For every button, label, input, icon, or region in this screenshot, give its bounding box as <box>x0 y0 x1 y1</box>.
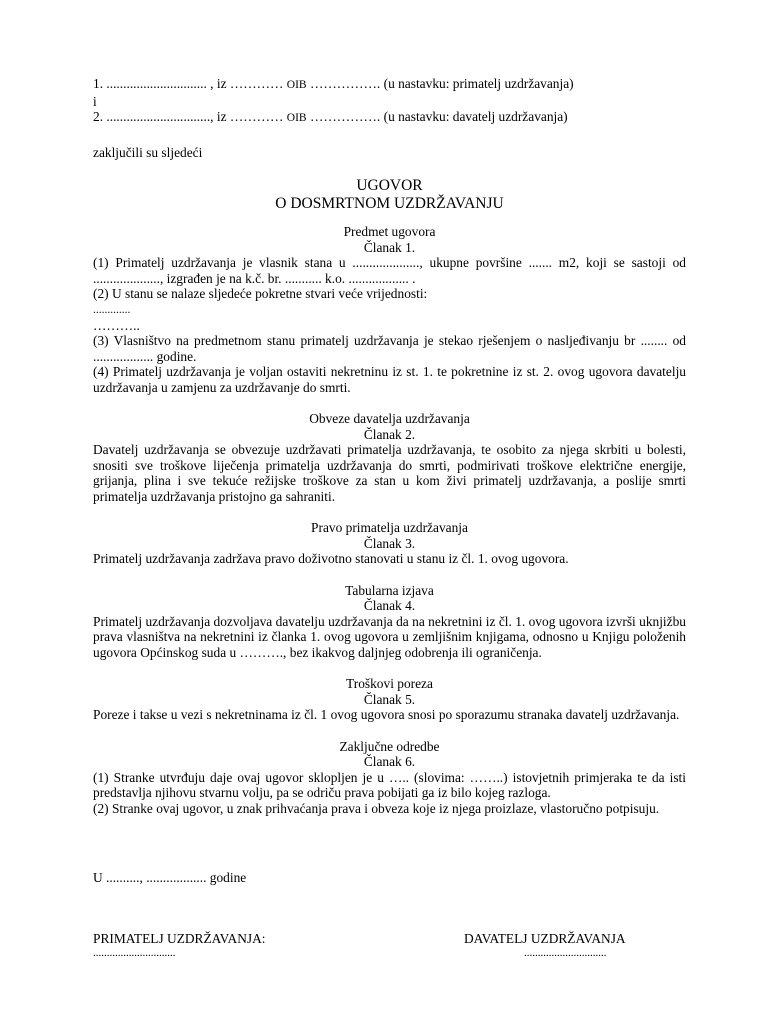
signature-block-provider <box>464 931 626 959</box>
paragraph: (2) Stranke ovaj ugovor, u znak prihvaćanja prava i obveza koje iz njega proizlaze, vlastoručno potpisuju. <box>93 800 660 816</box>
section-heading: Tabularna izjava <box>345 582 434 598</box>
article-number: Članak 4. <box>363 598 416 613</box>
title-line-2: O DOSMRTNOM UZDRŽAVANJU <box>275 195 504 212</box>
section-heading: Obveze davatelja uzdržavanja <box>309 411 470 426</box>
paragraph: Poreze i takse u vezi s nekretninama iz čl. 1 ovog ugovora snosi po sporazumu stranaka davatelj uzdržavanja. <box>93 707 680 722</box>
paragraph: (4) Primatelj uzdržavanja je voljan ostaviti nekretninu iz st. 1. te pokretnine iz st. 2. ovog ugovora davatelju uzdržavanja u zamjenu za uzdržavanje do smrti. <box>93 364 686 395</box>
conjunction: i <box>93 93 97 109</box>
paragraph: Davatelj uzdržavanja se obvezuje uzdržavati primatelja uzdržavanja, te osobito za njega skrbiti u bolesti, snositi sve troškove liječenja primatelja uzdržavanja do smrti, podmirivati troškove električne energije, grijanja, plina i sve tekuće režijske troškove za stan u kom živi primatelj uzdržavanja, a poslije smrti primatelja uzdržavanja pristojno ga sahraniti. <box>93 442 686 504</box>
section-heading: Troškovi poreza <box>346 676 433 691</box>
title-line-1: UGOVOR <box>356 177 423 194</box>
signature-label: PRIMATELJ UZDRŽAVANJA: <box>93 931 266 946</box>
signature-line: .............................. <box>524 947 607 959</box>
signature-label: DAVATELJ UZDRŽAVANJA <box>464 931 626 946</box>
section-heading: Predmet ugovora <box>343 224 436 239</box>
signature-block-recipient <box>93 931 266 959</box>
paragraph: Primatelj uzdržavanja zadržava pravo doživotno stanovati u stanu iz čl. 1. ovog ugovora. <box>93 551 569 566</box>
article-number: Članak 6. <box>363 754 416 769</box>
placeholder-dots: ............. <box>93 303 131 316</box>
section-heading: Pravo primatelja uzdržavanja <box>311 520 468 535</box>
party-1-line: 1. .............................. , iz ………… OIB ……………. (u nastavku: primatelj uzdržavanja) <box>93 76 574 91</box>
section-heading: Zaključne odredbe <box>339 738 440 754</box>
article-number: Članak 1. <box>363 239 416 255</box>
paragraph: Primatelj uzdržavanja dozvoljava davatelju uzdržavanja da na nekretnini iz čl. 1. ovog ugovora izvrši uknjižbu prava vlasništva na nekretnini iz članka 1. ovog ugovora u zemljišnim knjigama, odnosno u Knjigu položenih ugovora Općinskog suda u ………., bez ikakvog daljnjeg odobrenja ili ograničenja. <box>93 613 686 660</box>
placeholder-dots: ……….. <box>93 317 140 333</box>
article-number: Članak 5. <box>363 691 416 707</box>
place-date-line: U .........., .................. godine <box>93 870 247 885</box>
paragraph: (3) Vlasništvo na predmetnom stanu primatelj uzdržavanja je stekao rješenjem o nasljeđivanju br ........ od .................. godine. <box>93 333 686 364</box>
article-number: Članak 3. <box>363 535 416 551</box>
paragraph: (2) U stanu se nalaze sljedeće pokretne stvari veće vrijednosti: <box>93 286 428 301</box>
signature-line: .............................. <box>93 947 176 959</box>
party-2-line: 2. ..............................., iz ………… OIB ……………. (u nastavku: davatelj uzdržavanja) <box>93 109 568 124</box>
paragraph: (1) Stranke utvrđuju daje ovaj ugovor sklopljen je u ….. (slovima: ……..) istovjetnih primjeraka te da isti predstavlja njihovu stvarnu volju, pa se odriču prava pobijati ga iz bilo kojeg razloga. <box>93 769 686 800</box>
contract-document <box>93 76 686 816</box>
paragraph: (1) Primatelj uzdržavanja je vlasnik stana u ...................., ukupne površine ....... m2, koji se sastoji od ...................., izgrađen je na k.č. br. ........... k.o. .................. . <box>93 255 686 286</box>
intro-text: zaključili su sljedeći <box>93 144 203 160</box>
article-number: Članak 2. <box>363 426 416 442</box>
